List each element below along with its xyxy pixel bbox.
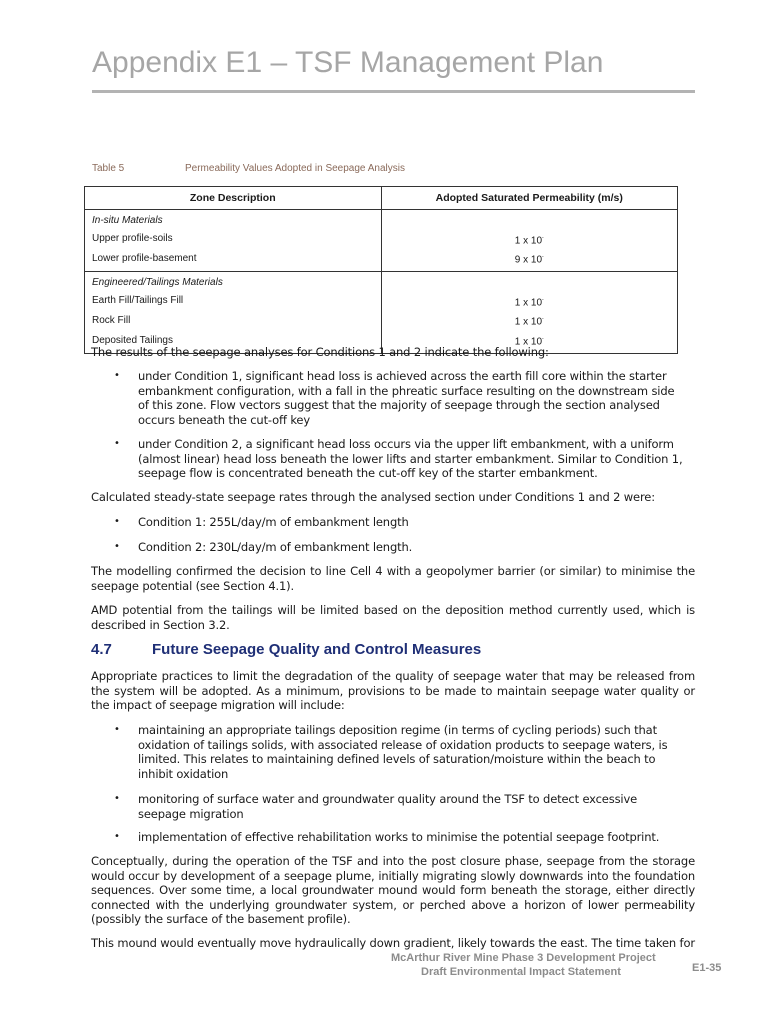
table-row [85, 292, 678, 312]
bullet-marker: • [114, 831, 120, 842]
table-caption-text: Permeability Values Adopted in Seepage Analysis [185, 163, 405, 174]
table-group-heading [85, 272, 678, 292]
bullet-text: maintaining an appropriate tailings deposition regime (in terms of cycling periods) such that oxidation of tailings solids, with associated release of oxidation products to seepage waters, is limited. This relates to maintaining defined levels of saturation/moisture within the beach to inhibit oxidation [138, 723, 668, 781]
group-heading-insitu: In-situ Materials [85, 210, 382, 230]
bullet-text: monitoring of surface water and groundwater quality around the TSF to detect excessive seepage migration [138, 792, 638, 821]
section-title: Future Seepage Quality and Control Measures [152, 641, 482, 658]
permeability-cell: 9 x 10- [381, 249, 677, 271]
table-row [85, 230, 678, 250]
bullet-text: under Condition 1, significant head loss is achieved across the earth fill core within the starter embankment configuration, with a fall in the phreatic surface resulting on the downstream side of this zone. Flow vectors suggest that the majority of seepage through the section analysed occurs beneath the cut-off key [138, 369, 675, 427]
bullet-marker: • [114, 370, 120, 381]
paragraph-amd-potential: AMD potential from the tailings will be limited based on the deposition method currently used, which is described in Section 3.2. [91, 603, 695, 632]
bullet-text: Condition 2: 230L/day/m of embankment length. [138, 540, 413, 554]
title-divider [92, 90, 695, 93]
paragraph-practices: Appropriate practices to limit the degradation of the quality of seepage water that may be released from the system will be adopted. As a minimum, provisions to be made to maintain seepage water quality or the impact of seepage migration will include: [91, 669, 695, 713]
paragraph-conceptual: Conceptually, during the operation of the TSF and into the post closure phase, seepage from the storage would occur by development of a seepage plume, initially migrating slowly downwards into the foundation sequences. Over some time, a local groundwater mound would form beneath the storage, either directly connected with the underlying groundwater system, or perched above a horizon of lower permeability (possibly the surface of the basement profile). [91, 854, 695, 927]
table-row [85, 249, 678, 271]
zone-cell: Earth Fill/Tailings Fill [85, 292, 382, 312]
permeability-table [84, 186, 678, 354]
bullet-text: Condition 1: 255L/day/m of embankment length [138, 515, 409, 529]
bullet-marker: • [114, 516, 120, 527]
footer-project-name: McArthur River Mine Phase 3 Development Project [391, 952, 656, 964]
paragraph-mound: This mound would eventually move hydraulically down gradient, likely towards the east. The time taken for [91, 936, 695, 950]
column-header-permeability: Adopted Saturated Permeability (m/s) [381, 187, 677, 210]
permeability-cell: 1 x 10- [381, 311, 677, 331]
zone-cell: Upper profile-soils [85, 230, 382, 250]
permeability-cell: 1 x 10- [381, 292, 677, 312]
footer-page-number: E1-35 [692, 962, 722, 974]
bullet-marker: • [114, 541, 120, 552]
zone-cell: Lower profile-basement [85, 249, 382, 271]
bullet-text: under Condition 2, a significant head loss occurs via the upper lift embankment, with a uniform (almost linear) head loss beneath the lower lifts and starter embankment. Similar to Condition 1, seepage flow is concentrated beneath the cut-off key of the starter embankment. [138, 437, 683, 481]
bullet-marker: • [114, 793, 120, 804]
group-heading-engineered: Engineered/Tailings Materials [85, 272, 382, 292]
table-row [85, 311, 678, 331]
zone-cell: Rock Fill [85, 311, 382, 331]
table-header-row [85, 187, 678, 210]
permeability-cell: 1 x 10- [381, 230, 677, 250]
column-header-zone: Zone Description [85, 187, 382, 210]
table-group-heading [85, 210, 678, 230]
zone-cell: Deposited Tailings [85, 331, 382, 353]
bullet-marker: • [114, 724, 120, 735]
page-title: Appendix E1 – TSF Management Plan [92, 46, 604, 79]
bullet-text: implementation of effective rehabilitation works to minimise the potential seepage footprint. [138, 830, 660, 844]
paragraph-seepage-rates: Calculated steady-state seepage rates through the analysed section under Conditions 1 and 2 were: [91, 490, 655, 504]
permeability-cell: 1 x 10- [381, 331, 677, 353]
paragraph-modelling: The modelling confirmed the decision to line Cell 4 with a geopolymer barrier (or similar) to minimise the seepage potential (see Section 4.1). [91, 564, 695, 593]
section-number: 4.7 [91, 641, 112, 658]
table-caption-label: Table 5 [92, 163, 125, 174]
bullet-marker: • [114, 438, 120, 449]
paragraph-results-intro: The results of the seepage analyses for Conditions 1 and 2 indicate the following: [91, 345, 549, 359]
footer-document-name: Draft Environmental Impact Statement [421, 966, 621, 978]
